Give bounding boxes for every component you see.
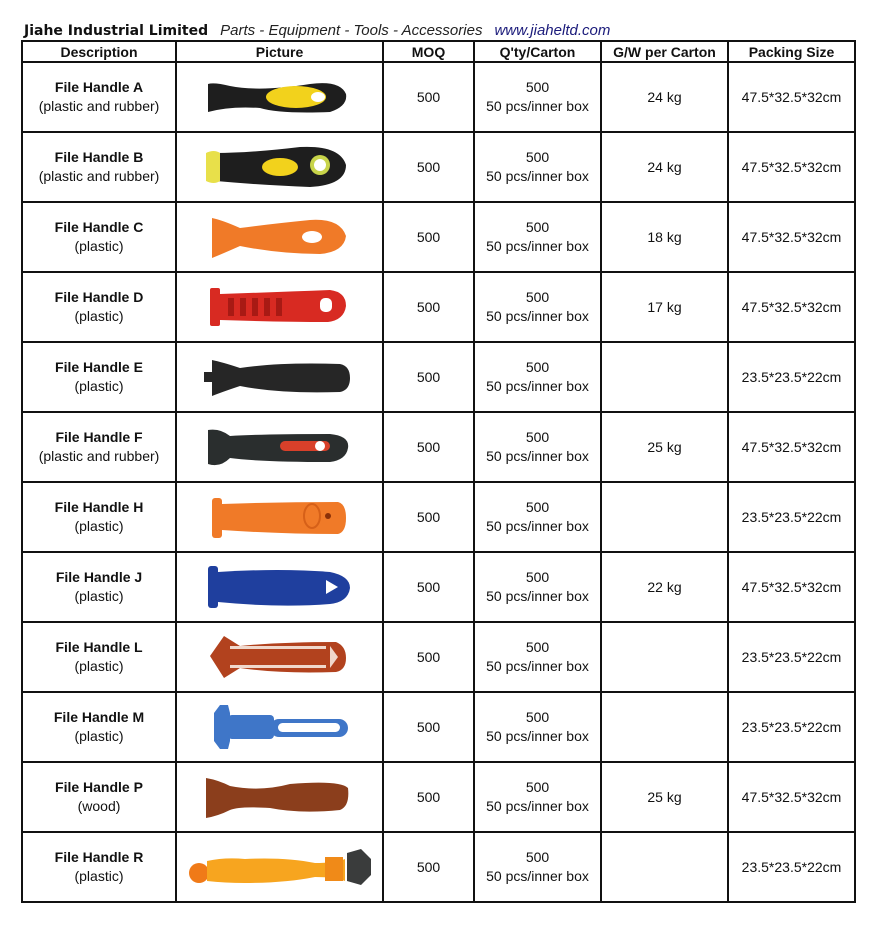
column-header-description: Description [22,41,176,62]
picture-cell [176,622,383,692]
gw-cell: 18 kg [601,202,728,272]
product-name: File Handle M [53,709,145,725]
picture-cell [176,552,383,622]
packing-size-cell: 47.5*32.5*32cm [728,412,855,482]
product-name: File Handle D [54,289,144,305]
moq-cell: 500 [383,62,474,132]
product-material: (plastic) [74,868,124,884]
page-header [24,22,610,42]
moq-cell: 500 [383,832,474,902]
gw-cell: 17 kg [601,272,728,342]
gw-cell: 25 kg [601,412,728,482]
qty-carton-cell: 500 50 pcs/inner box [474,692,601,762]
table-row [22,132,855,202]
table-row [22,342,855,412]
description-cell [22,552,176,622]
table-row [22,272,855,342]
black-yellow-handle-image [200,139,360,195]
product-material: (plastic) [74,728,124,744]
product-material: (plastic and rubber) [38,98,160,114]
red-handle-image [200,284,360,330]
gw-cell [601,692,728,762]
packing-size-cell: 47.5*32.5*32cm [728,202,855,272]
moq-cell: 500 [383,202,474,272]
product-name: File Handle P [55,779,143,795]
product-name: File Handle A [54,79,144,95]
description-cell [22,692,176,762]
gw-cell [601,832,728,902]
product-name: File Handle F [55,429,143,445]
picture-cell [176,482,383,552]
description-cell [22,62,176,132]
qty-carton-cell: 500 50 pcs/inner box [474,832,601,902]
picture-cell [176,342,383,412]
table-row [22,622,855,692]
qty-carton-cell: 500 50 pcs/inner box [474,272,601,342]
moq-cell: 500 [383,762,474,832]
moq-cell: 500 [383,412,474,482]
gw-cell [601,482,728,552]
table-row [22,62,855,132]
wood-handle-image [200,772,360,822]
packing-size-cell: 47.5*32.5*32cm [728,132,855,202]
product-name: File Handle J [55,569,143,585]
product-material: (plastic) [74,238,124,254]
brown-handle-image [200,632,360,682]
picture-cell [176,272,383,342]
column-header-qty-carton: Q'ty/Carton [474,41,601,62]
product-table [21,40,856,903]
yellow-orange-handle-image [185,839,375,895]
moq-cell: 500 [383,692,474,762]
table-header-row [22,41,855,62]
picture-cell [176,692,383,762]
description-cell [22,202,176,272]
gw-cell: 22 kg [601,552,728,622]
description-cell [22,132,176,202]
packing-size-cell: 47.5*32.5*32cm [728,762,855,832]
qty-carton-cell: 500 50 pcs/inner box [474,62,601,132]
table-row [22,552,855,622]
packing-size-cell: 23.5*23.5*22cm [728,832,855,902]
product-name: File Handle H [54,499,144,515]
description-cell [22,412,176,482]
qty-carton-cell: 500 50 pcs/inner box [474,412,601,482]
table-row [22,832,855,902]
column-header-picture: Picture [176,41,383,62]
blue-handle-image [200,562,360,612]
packing-size-cell: 23.5*23.5*22cm [728,482,855,552]
packing-size-cell: 23.5*23.5*22cm [728,622,855,692]
gw-cell [601,342,728,412]
company-name: Jiahe Industrial Limited [24,23,209,39]
product-name: File Handle B [54,149,144,165]
moq-cell: 500 [383,342,474,412]
product-material: (plastic and rubber) [38,168,160,184]
product-material: (plastic) [74,658,124,674]
orange-handle-image [200,494,360,540]
product-material: (plastic) [74,588,124,604]
moq-cell: 500 [383,272,474,342]
qty-carton-cell: 500 50 pcs/inner box [474,202,601,272]
picture-cell [176,62,383,132]
packing-size-cell: 23.5*23.5*22cm [728,692,855,762]
moq-cell: 500 [383,622,474,692]
qty-carton-cell: 500 50 pcs/inner box [474,762,601,832]
black-red-handle-image [200,422,360,472]
description-cell [22,272,176,342]
qty-carton-cell: 500 50 pcs/inner box [474,132,601,202]
column-header-packing-size: Packing Size [728,41,855,62]
light-blue-handle-image [200,699,360,755]
product-material: (plastic) [74,308,124,324]
gw-cell: 25 kg [601,762,728,832]
picture-cell [176,132,383,202]
table-row [22,202,855,272]
table-row [22,692,855,762]
tagline: Parts - Equipment - Tools - Accessories [220,22,483,39]
product-material: (plastic and rubber) [38,448,160,464]
description-cell [22,762,176,832]
table-row [22,482,855,552]
description-cell [22,832,176,902]
packing-size-cell: 47.5*32.5*32cm [728,272,855,342]
product-material: (plastic) [74,378,124,394]
black-handle-image [200,352,360,402]
picture-cell [176,202,383,272]
table-row [22,412,855,482]
qty-carton-cell: 500 50 pcs/inner box [474,622,601,692]
product-name: File Handle E [55,359,143,375]
gw-cell: 24 kg [601,62,728,132]
packing-size-cell: 47.5*32.5*32cm [728,552,855,622]
description-cell [22,342,176,412]
qty-carton-cell: 500 50 pcs/inner box [474,482,601,552]
orange-handle-image [200,212,360,262]
description-cell [22,622,176,692]
product-name: File Handle R [54,849,144,865]
column-header-moq: MOQ [383,41,474,62]
product-material: (plastic) [74,518,124,534]
qty-carton-cell: 500 50 pcs/inner box [474,552,601,622]
black-yellow-handle-image [200,72,360,122]
picture-cell [176,832,383,902]
product-name: File Handle L [55,639,143,655]
website-link[interactable]: www.jiaheltd.com [494,22,611,39]
gw-cell [601,622,728,692]
packing-size-cell: 47.5*32.5*32cm [728,62,855,132]
column-header-gw-carton: G/W per Carton [601,41,728,62]
description-cell [22,482,176,552]
moq-cell: 500 [383,552,474,622]
qty-carton-cell: 500 50 pcs/inner box [474,342,601,412]
packing-size-cell: 23.5*23.5*22cm [728,342,855,412]
table-row [22,762,855,832]
gw-cell: 24 kg [601,132,728,202]
moq-cell: 500 [383,132,474,202]
moq-cell: 500 [383,482,474,552]
picture-cell [176,762,383,832]
picture-cell [176,412,383,482]
product-material: (wood) [77,798,121,814]
product-name: File Handle C [54,219,144,235]
